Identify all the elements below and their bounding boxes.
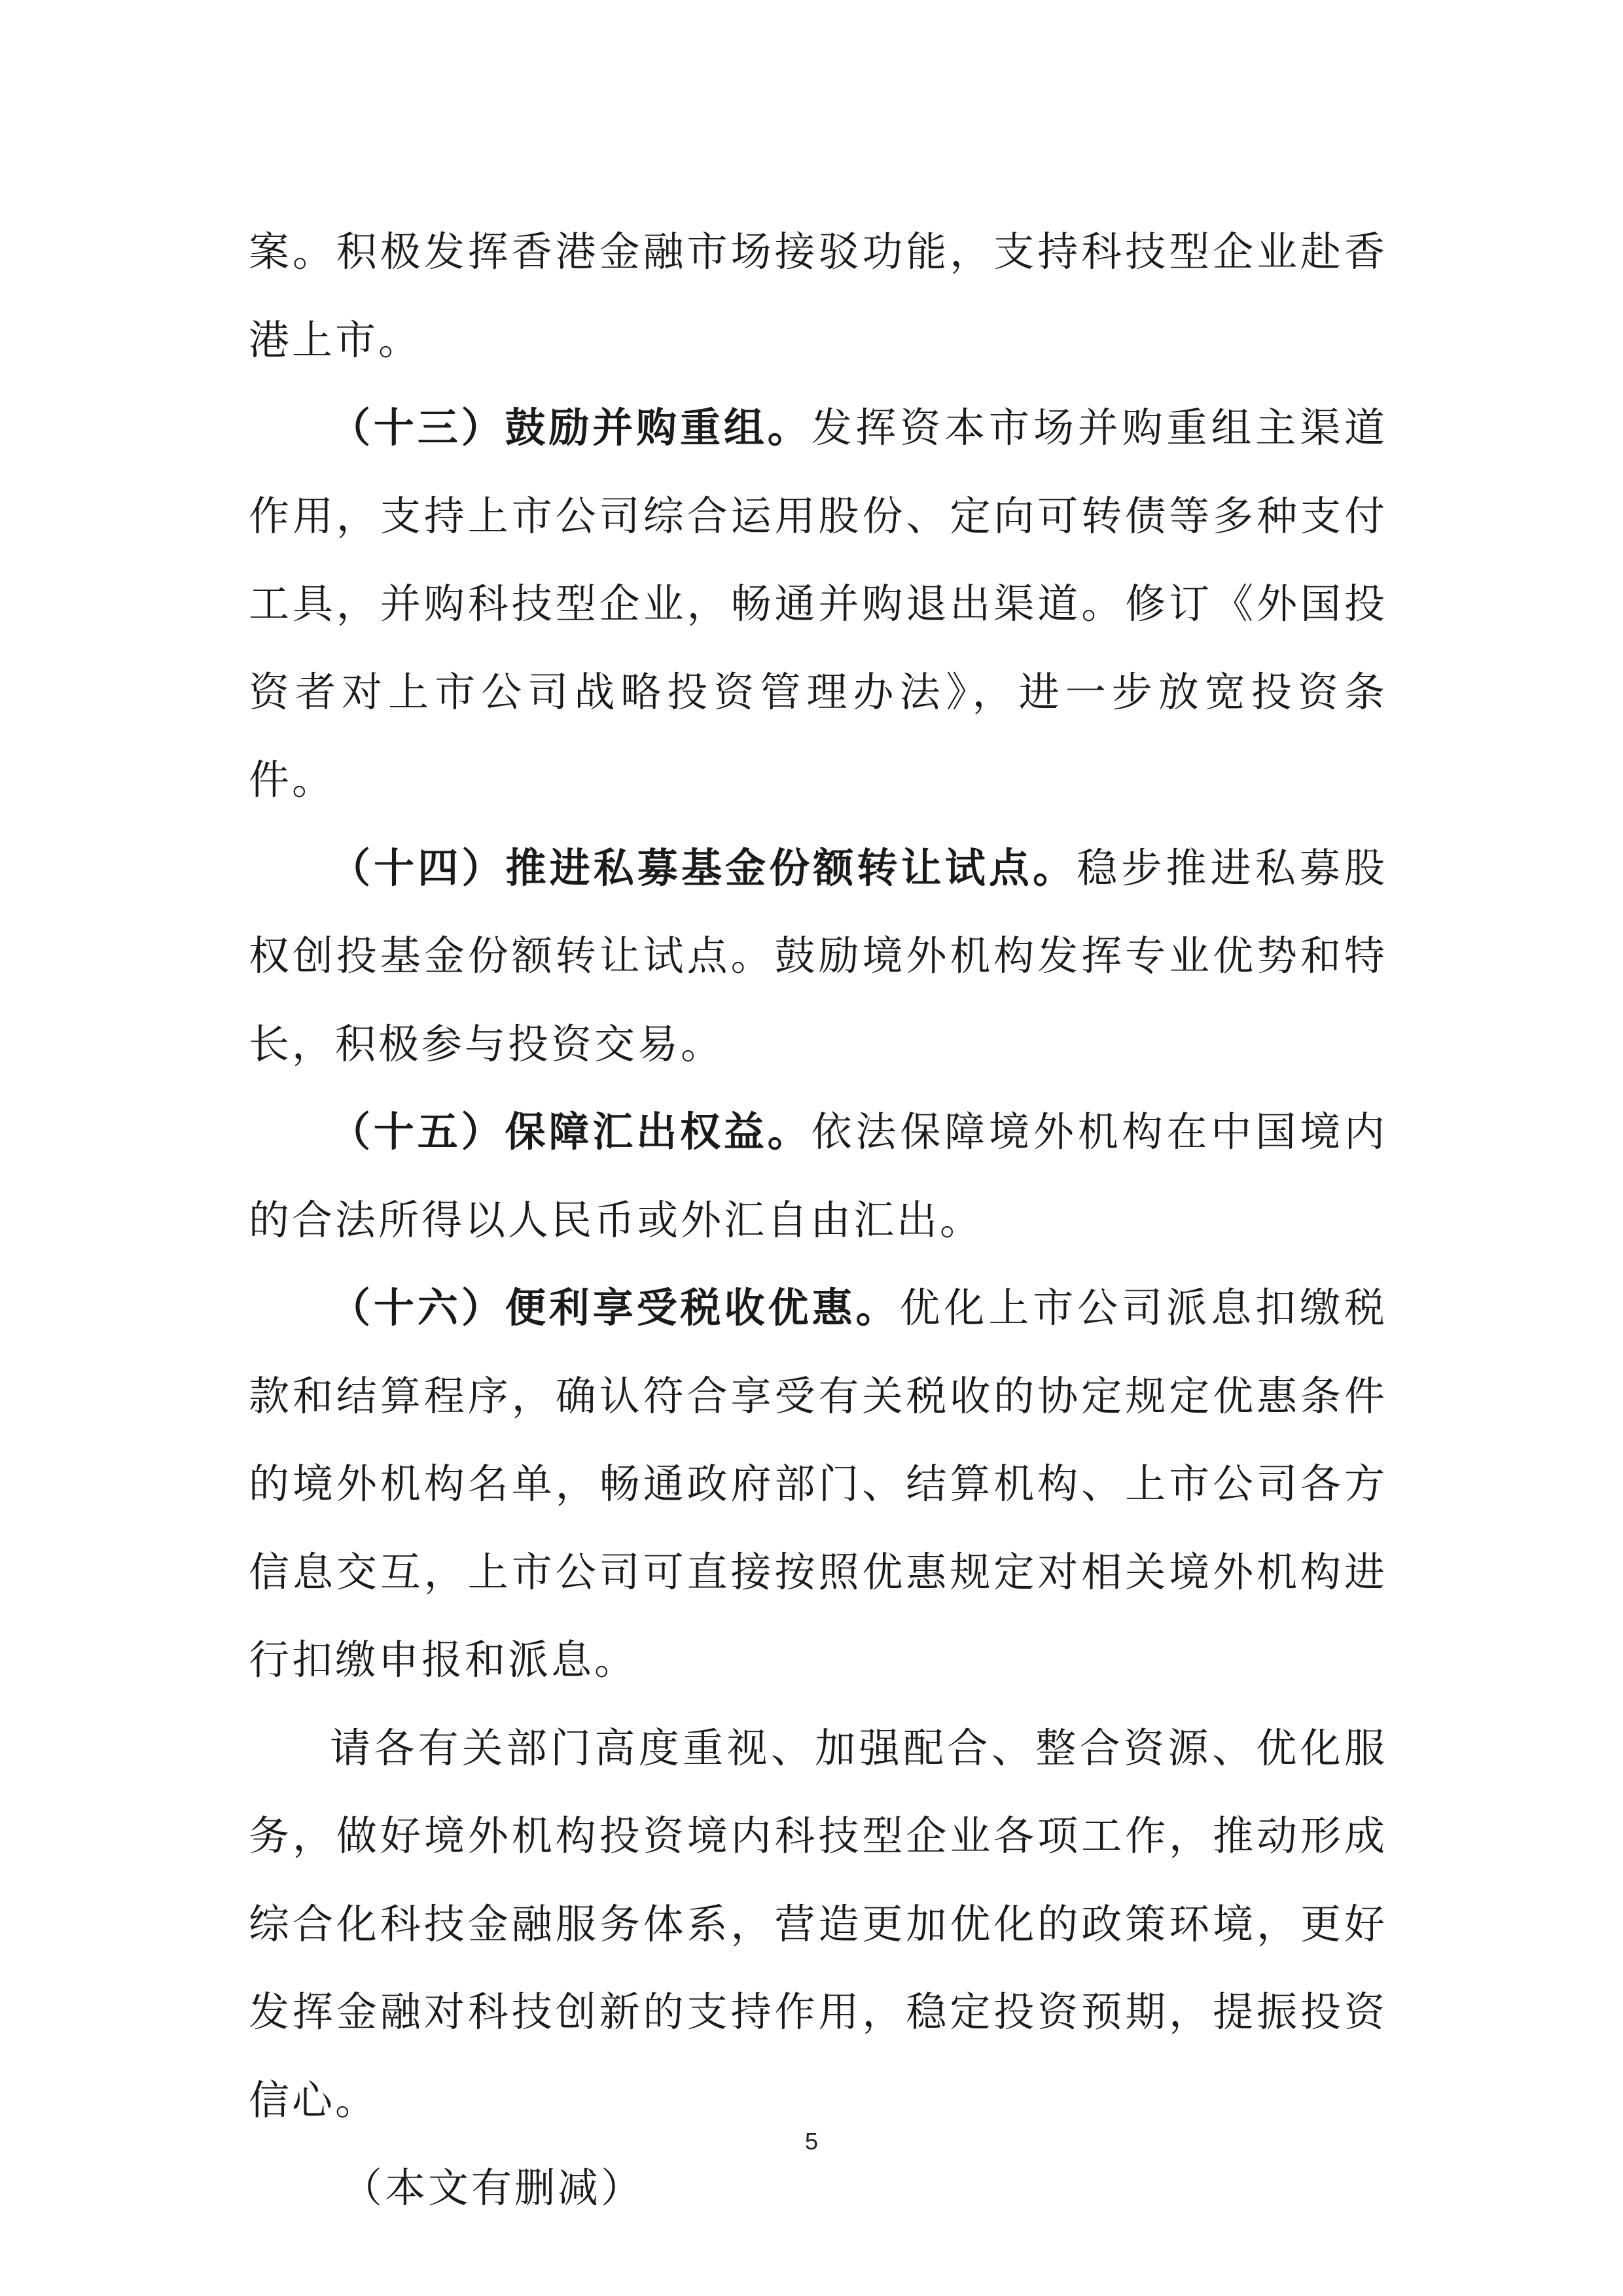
- paragraph-item-14: [249, 824, 1387, 1089]
- paragraph-item-16: [249, 1264, 1387, 1704]
- document-body: [249, 208, 1387, 2233]
- page-number: 5: [804, 2128, 819, 2155]
- paragraph-text: 优化上市公司派息扣缴税款和结算程序，确认符合享受有关税收的协定规定优惠条件的境外机构名单，畅通政府部门、结算机构、上市公司各方信息交互，上市公司可直接按照优惠规定对相关境外机构进行扣缴申报和派息。: [249, 1284, 1387, 1684]
- paragraph-text: 依法保障境外机构在中国境内的合法所得以人民币或外汇自由汇出。: [249, 1108, 1387, 1244]
- paragraph-item-15: [249, 1088, 1387, 1264]
- section-heading: （十五）保障汇出权益。: [330, 1108, 812, 1156]
- paragraph-text: 请各有关部门高度重视、加强配合、整合资源、优化服务，做好境外机构投资境内科技型企业各项工作，推动形成综合化科技金融服务体系，营造更加优化的政策环境，更好发挥金融对科技创新的支持作用，稳定投资预期，提振投资信心。: [249, 1723, 1387, 2124]
- paragraph-item-13: [249, 384, 1387, 824]
- section-heading: （十三）鼓励并购重组。: [330, 404, 812, 451]
- paragraph-text: 发挥资本市场并购重组主渠道作用，支持上市公司综合运用股份、定向可转债等多种支付工具，并购科技型企业，畅通并购退出渠道。修订《外国投资者对上市公司战略投资管理办法》，进一步放宽投资条件。: [249, 404, 1387, 804]
- paragraph-text: 稳步推进私募股权创投基金份额转让试点。鼓励境外机构发挥专业优势和特长，积极参与投资交易。: [249, 843, 1387, 1068]
- abridgement-note: （本文有删减）: [342, 2164, 645, 2212]
- paragraph-continuation: [249, 208, 1387, 384]
- paragraph-closing: [249, 1704, 1387, 2145]
- paragraph-text: 案。积极发挥香港金融市场接驳功能，支持科技型企业赴香港上市。: [249, 228, 1387, 364]
- section-heading: （十四）推进私募基金份额转让试点。: [330, 843, 1077, 892]
- section-heading: （十六）便利享受税收优惠。: [330, 1284, 900, 1332]
